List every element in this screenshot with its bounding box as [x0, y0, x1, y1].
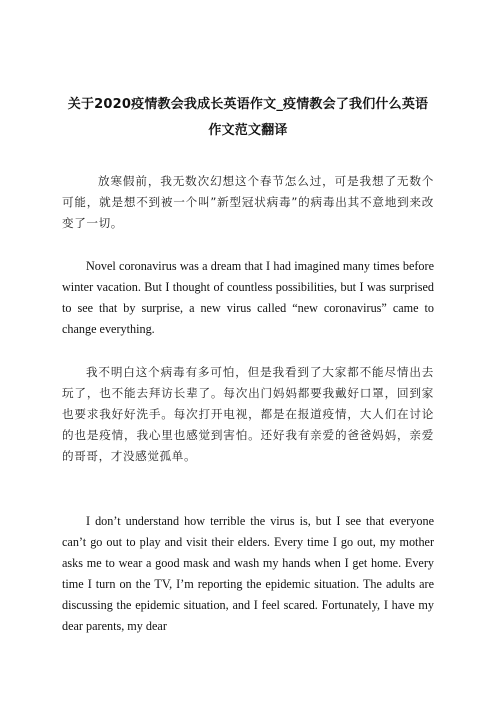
paragraph-chinese-1: 放寒假前，我无数次幻想这个春节怎么过，可是我想了无数个可能，就是想不到被一个叫”新型冠状病毒”的病毒出其不意地到来改变了一切。 — [62, 173, 434, 230]
paragraph-english-1: Novel coronavirus was a dream that I had imagined many times before winter vacation. But I thought of countless possibilities, but I was surprised to see that by surprise, a new virus called “new coronavirus” came to change everything. — [62, 259, 434, 337]
paragraph-english-2: I don’t understand how terrible the virus is, but I see that everyone can’t go out to play and visit their elders. Every time I go out, my mother asks me to wear a good mask and wash my hands when I get home. Every time I turn on the TV, I’m reporting the epidemic situation. The adults are discussing the epidemic situation, and I feel scared. Fortunately, I have my dear parents, my dear — [62, 514, 434, 634]
document-title: 关于2020疫情教会我成长英语作文_疫情教会了我们什么英语作文范文翻译 — [67, 97, 429, 138]
paragraph-chinese-2: 我不明白这个病毒有多可怕，但是我看到了大家都不能尽情出去玩了，也不能去拜访长辈了。每次出门妈妈都要我戴好口罩，回到家也要求我好好洗手。每次打开电视，都是在报道疫情，大人们在讨论的也是疫情，我心里也感觉到害怕。还好我有亲爱的爸爸妈妈，亲爱的哥哥，才没感觉孤单。 — [62, 364, 434, 463]
